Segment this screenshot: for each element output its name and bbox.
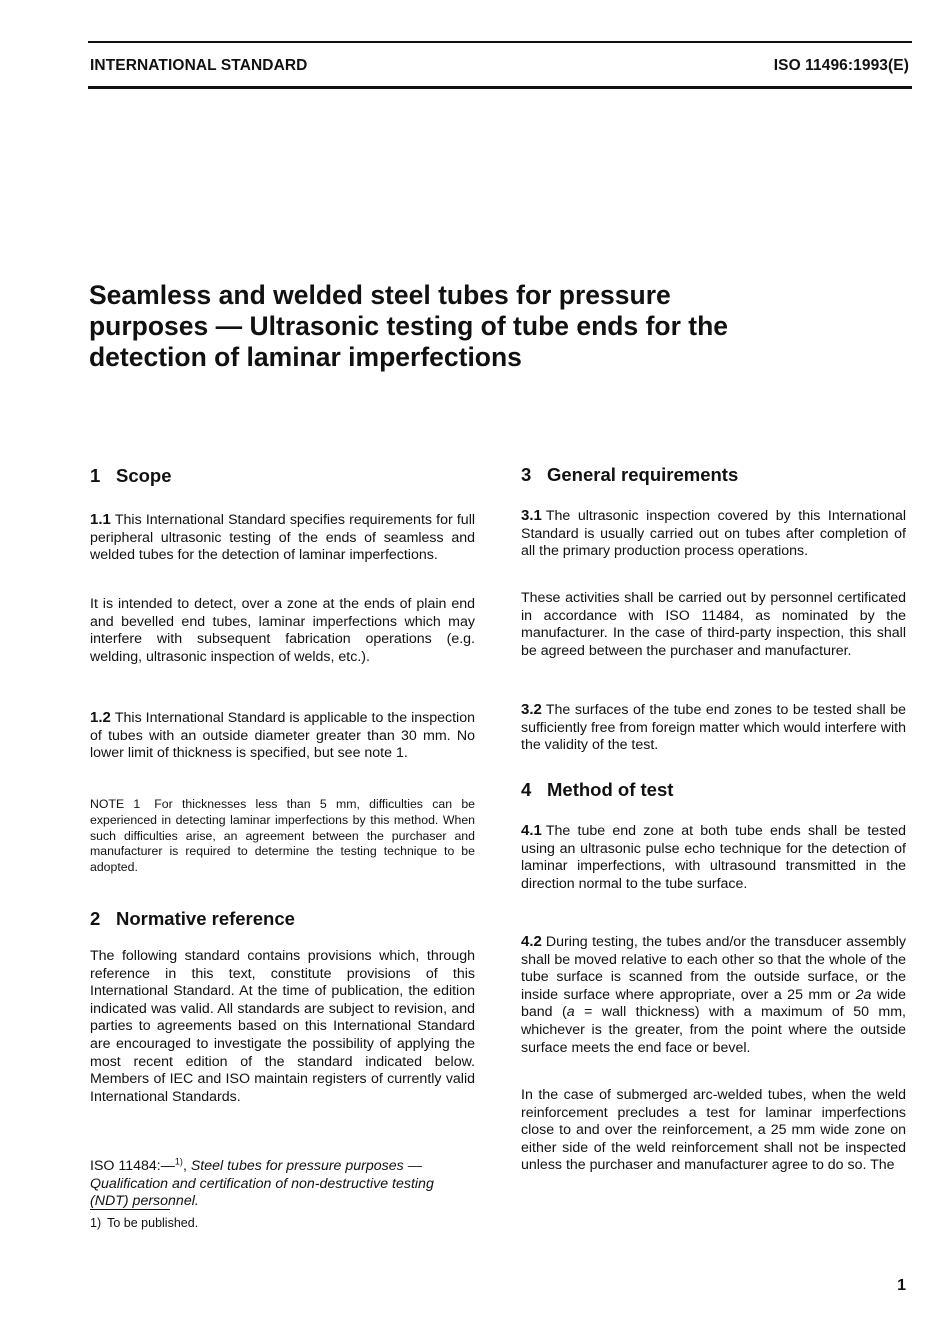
clause-number: 4.2: [521, 933, 542, 950]
reference-title: Steel tubes for pressure purposes — Qualification and certification of non-destructive testing (NDT) personnel.: [90, 1158, 434, 1210]
clause-4-2-paragraph-2: In the case of submerged arc-welded tubes, when the weld reinforcement precludes a test for laminar imperfections close to and over the reinforcement, a 25 mm wide zone on either side of the weld reinforcement shall not be inspected unless the purchaser and manufacturer agree to do so. The: [521, 1087, 906, 1174]
section-number: 3: [521, 464, 532, 485]
right-column: [521, 0, 906, 1343]
section-number: 2: [90, 908, 101, 929]
page-number: 1: [897, 1277, 906, 1294]
title-line-3: detection of laminar imperfections: [89, 342, 522, 372]
clause-1-1: [90, 511, 475, 565]
section-2-paragraph: The following standard contains provisions which, through reference in this text, constitute provisions of this International Standard. At the time of publication, the edition indicated was valid. All standards are subject to revision, and parties to agreements based on this International Standard are encouraged to investigate the possibility of applying the most recent edition of the standard indicated below. Members of IEC and ISO maintain registers of currently valid International Standards.: [90, 948, 475, 1105]
document-number: ISO 11496:1993(E): [773, 57, 909, 74]
section-number: 1: [90, 465, 101, 486]
band-width-symbol: 2a: [855, 986, 872, 1003]
note-label: NOTE 1: [90, 797, 141, 811]
clause-3-1: [521, 507, 906, 561]
note-text: For thicknesses less than 5 mm, difficulties can be experienced in detecting laminar imperfections by this method. When such difficulties arise, an agreement between the purchaser and manufacturer is required to determine the testing technique to be adopted.: [90, 797, 475, 875]
footnote: [90, 1216, 198, 1230]
section-title: Scope: [116, 465, 172, 486]
clause-text: The tube end zone at both tube ends shall be tested using an ultrasonic pulse echo technique for the detection of laminar imperfections, with ultrasound transmitted in the direction normal to the tube surface.: [521, 823, 906, 892]
clause-text-part-2: wide band (: [521, 986, 906, 1021]
section-2-heading: [90, 908, 295, 930]
clause-text-part-3: = wall thickness) with a maximum of 50 mm, whichever is the greater, from the point where the outside surface meets the end face or bevel.: [521, 1004, 906, 1056]
footnote-rule: [90, 1209, 170, 1210]
clause-4-1: [521, 822, 906, 893]
clause-4-2: [521, 933, 906, 1057]
footnote-reference-mark: 1): [174, 1156, 183, 1167]
clause-number: 4.1: [521, 822, 542, 839]
footnote-text: To be published.: [107, 1216, 199, 1230]
clause-text: This International Standard is applicable to the inspection of tubes with an outside diameter greater than 30 mm. No lower limit of thickness is specified, but see note 1.: [90, 710, 475, 762]
clause-1-2: [90, 709, 475, 763]
document-type-label: INTERNATIONAL STANDARD: [90, 57, 308, 74]
note-1: [90, 797, 475, 876]
section-number: 4: [521, 779, 532, 800]
clause-3-1-paragraph-2: These activities shall be carried out by personnel certificated in accordance with ISO 11484, as nominated by the manufacturer. In the case of third-party inspection, this shall be agreed between the purchaser and manufacturer.: [521, 590, 906, 659]
clause-number: 3.1: [521, 507, 542, 524]
title-line-1: Seamless and welded steel tubes for pressure: [89, 280, 671, 310]
section-4-heading: [521, 779, 673, 801]
section-1-heading: [90, 465, 172, 487]
section-title: General requirements: [547, 464, 739, 485]
clause-text: The surfaces of the tube end zones to be tested shall be sufficiently free from foreign matter which would interfere with the validity of the test.: [521, 702, 906, 754]
section-3-heading: [521, 464, 738, 486]
clause-text: The ultrasonic inspection covered by this International Standard is usually carried out on tubes after completion of all the primary production process operations.: [521, 508, 906, 560]
clause-number: 1.2: [90, 709, 111, 726]
section-title: Method of test: [547, 779, 674, 800]
clause-text-part-1: During testing, the tubes and/or the transducer assembly shall be moved relative to each other so that the whole of the tube surface is scanned from the outside surface, or the inside surface where appropriate, over a 25 mm or: [521, 934, 906, 1003]
section-title: Normative reference: [116, 908, 295, 929]
reference-separator: ,: [182, 1158, 191, 1174]
clause-1-1-paragraph-2: It is intended to detect, over a zone at the ends of plain end and bevelled end tubes, laminar imperfections which may interfere with subsequent fabrication operations (e.g. welding, ultrasonic inspection of welds, etc.).: [90, 596, 475, 665]
title-line-2: purposes — Ultrasonic testing of tube ends for the: [89, 311, 729, 341]
normative-reference-entry: [90, 1158, 475, 1211]
footnote-mark: 1): [90, 1216, 102, 1230]
clause-number: 3.2: [521, 701, 542, 718]
clause-text: This International Standard specifies requirements for full peripheral ultrasonic testing of the ends of seamless and welded tubes for the detection of laminar imperfections.: [90, 512, 475, 564]
clause-number: 1.1: [90, 511, 111, 528]
wall-thickness-symbol: a: [566, 1004, 575, 1021]
reference-code: ISO 11484:—: [90, 1158, 175, 1174]
clause-3-2: [521, 701, 906, 755]
left-column: [90, 0, 475, 1343]
